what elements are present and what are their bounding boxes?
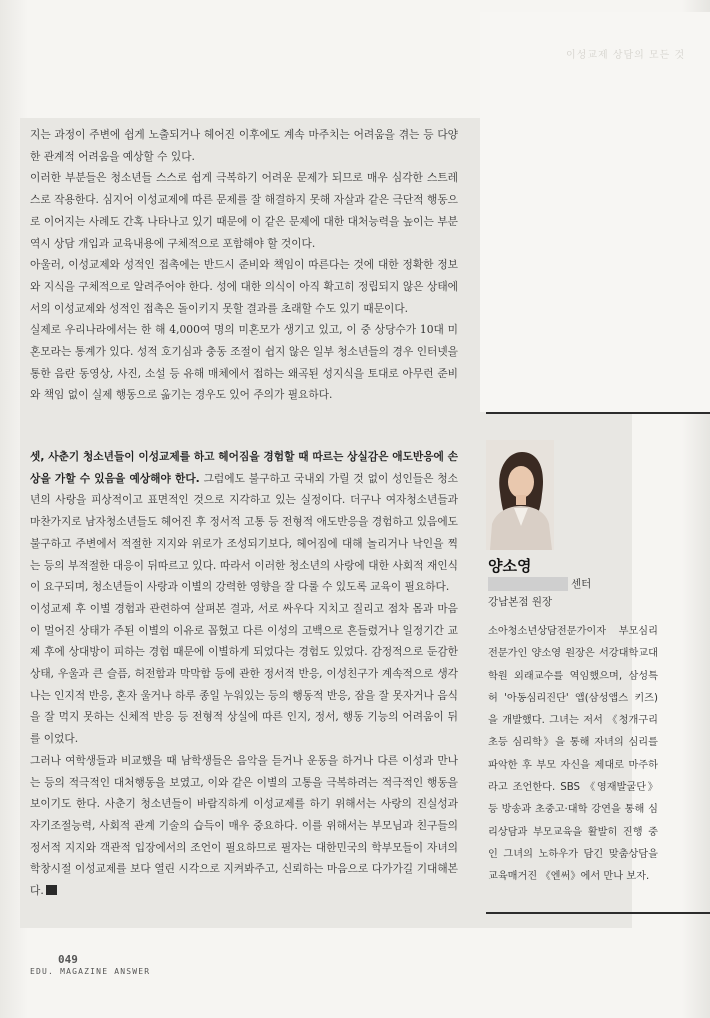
- page-number: 049: [58, 953, 78, 966]
- paragraph: [30, 750, 458, 902]
- magazine-name: EDU. MAGAZINE ANSWER: [30, 967, 151, 976]
- profile-name: 양소영: [488, 557, 532, 575]
- paragraph: 지는 과정이 주변에 쉽게 노출되거나 헤어진 이후에도 계속 마주치는 어려움을 겪는 등 다양한 관계적 어려움을 예상할 수 있다.: [30, 128, 458, 163]
- profile-photo: [486, 440, 554, 550]
- paragraph-text: 그럼에도 불구하고 국내외 가릴 것 없이 성인들은 청소년의 사랑을 피상적이고 표면적인 것으로 지각하고 있는 실정이다. 더구나 여자청소년들과 마찬가지로 남자청소년들도 헤어진 후 정서적 고통 등 전형적 애도반응을 경험하고 있음에도 불구하고 주변에서 적절한 지지와 위로가 조성되기보다, 헤어짐에 대해 놀리거나 낙인을 찍는 등의 부적절한 대응이 뒤따르고 있다. 따라서 이러한 청소년의 사랑에 대한 사회적 재인식이 요구되며, 청소년들이 사랑과 이별의 강력한 영향을 잘 다룰 수 있도록 교육이 필요하다.: [30, 471, 459, 594]
- profile-bio: 소아청소년상담전문가이자 부모심리전문가인 양소영 원장은 서강대학교대학원 외래교수를 역임했으며, 삼성특허 '아동심리진단' 앱(삼성앱스 키즈)을 개발했다. 그녀는 저서 《청개구리 초등 심리학》을 통해 자녀의 심리를 파악한 후 부모 자신을 제대로 마주하라고 조언한다. SBS 《영재발굴단》 등 방송과 초중고·대학 강연을 통해 심리상담과 부모교육을 활발히 진행 중인 그녀의 노하우가 담긴 맞춤상담을 교육매거진 《엔써》에서 만나 보자.: [488, 626, 658, 883]
- paragraph: 아울러, 이성교제와 성적인 접촉에는 반드시 준비와 책임이 따른다는 것에 대한 정확한 정보와 지식을 구체적으로 알려주어야 한다. 성에 대한 의식이 아직 확고히 정립되지 않은 상태에서의 이성교제와 성적인 접촉은 돌이키지 못할 결과를 초래할 수도 있기 때문이다.: [30, 258, 458, 315]
- paragraph: 이러한 부분들은 청소년들 스스로 쉽게 극복하기 어려운 문제가 되므로 매우 심각한 스트레스로 작용한다. 심지어 이성교제에 따른 문제를 잘 해결하지 못해 자살과 같은 극단적 행동으로 이어지는 사례도 간혹 나타나고 있기 때문에 이 같은 문제에 대한 대처능력을 높이는 부분 역시 상담 개입과 교육내용에 구체적으로 포함해야 할 것이다.: [30, 171, 458, 250]
- paragraph: 실제로 우리나라에서는 한 해 4,000여 명의 미혼모가 생기고 있고, 이 중 상당수가 10대 미혼모라는 통계가 있다. 성적 호기심과 충동 조절이 쉽지 않은 일부 청소년들의 경우 인터넷을 통한 음란 동영상, 사진, 소설 등 유해 매체에서 접하는 왜곡된 성지식을 토대로 아무런 준비와 책임 없이 실제 행동으로 옮기는 경우도 있어 주의가 필요하다.: [30, 323, 458, 402]
- profile-title: 강남본점 원장: [488, 596, 553, 608]
- end-mark-icon: [46, 885, 57, 895]
- header-panel: [480, 12, 710, 412]
- emphasis-lead: 셋, 사춘기 청소년들이 이성교제를 하고 헤어짐을 경험할 때 따르는 상실감은 애도반응에 손상을 가할 수 있음을 예상해야 한다.: [30, 450, 458, 485]
- paragraph-text: 그러나 여학생들과 비교했을 때 남학생들은 음악을 듣거나 운동을 하거나 다른 이성과 만나는 등의 적극적인 대처행동을 보였고, 이와 같은 이별의 고통을 극복하려는 적극적인 행동을 보이기도 한다. 사춘기 청소년들이 바람직하게 이성교제를 하기 위해서는 사랑의 진실성과 자기조절능력, 사회적 관계 기술의 습득이 매우 중요하다. 이를 위해서는 부모님과 친구들의 정서적 지지와 객관적 입장에서의 조언이 필요하므로 필자는 대한민국의 학부모들이 자녀의 학창시절 이성교제를 보다 열린 시각으로 지켜봐주고, 신뢰하는 마음으로 다가가길 기대해본다.: [30, 753, 458, 898]
- paragraph: 이성교제 후 이별 경험과 관련하여 살펴본 결과, 서로 싸우다 지치고 질리고 점차 몸과 마음이 멀어진 상태가 주된 이별의 이유로 꼽혔고 다른 이성의 고백으로 흔들렸거나 일정기간 교제 후에 상대방이 피하는 경험 때문에 이별하게 되었다는 경험도 있었다. 감정적으로 둔감한 상태, 우울과 큰 슬픔, 허전함과 막막함 등에 관한 정서적 반응, 이성친구가 계속적으로 생각나는 인지적 반응, 혼자 울거나 하루 종일 누워있는 등의 행동적 반응, 잠을 잘 못자거나 음식을 잘 먹지 못하는 신체적 반응 등 전형적 상실에 따른 인지, 정서, 행동 기능의 어려움이 뒤를 이었다.: [30, 601, 458, 746]
- article-body-part-2: [30, 446, 458, 902]
- portrait-image: [486, 440, 554, 550]
- profile-top-rule: [486, 412, 710, 414]
- profile-bottom-rule: [486, 912, 710, 914]
- section-label: 이성교제 상담의 모든 것: [566, 50, 686, 61]
- profile-org-suffix: 센터: [571, 578, 592, 590]
- paragraph: [30, 446, 458, 598]
- article-body-part-1: [30, 124, 458, 406]
- redacted-org-name: [488, 577, 568, 591]
